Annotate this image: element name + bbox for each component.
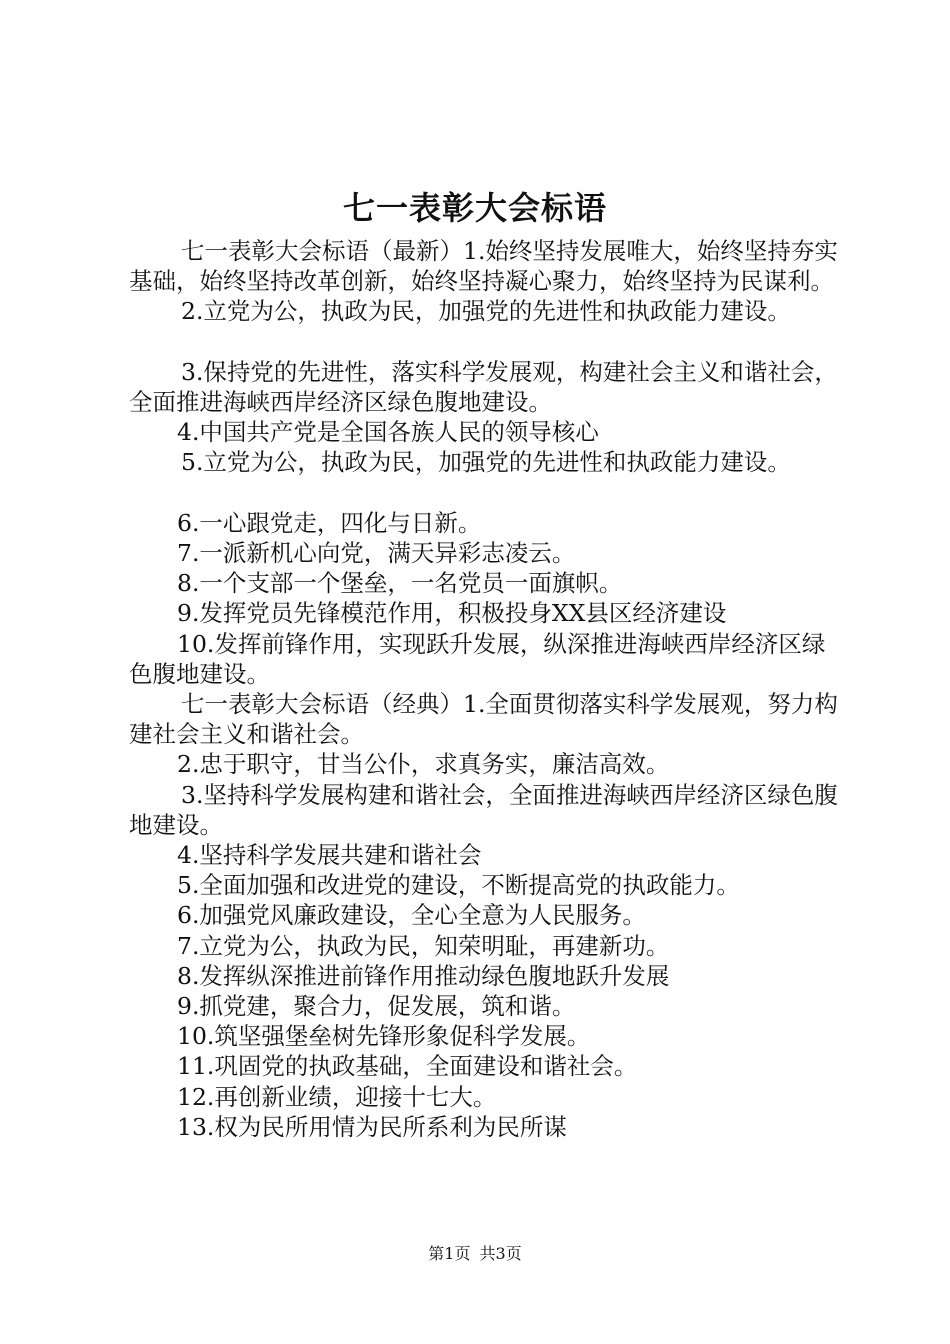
blank-line: [129, 327, 847, 357]
paragraph-3: 3.保持党的先进性，落实科学发展观，构建社会主义和谐社会，全面推进海峡西岸经济区绿色腹地建设。: [129, 357, 838, 416]
paragraph-15: 5.全面加强和改进党的建设，不断提高党的执政能力。: [177, 871, 740, 900]
page-number: 第1页: [428, 1244, 471, 1263]
paragraph-12: 2.忠于职守，甘当公仆，求真务实，廉洁高效。: [177, 750, 670, 779]
document-title: 七一表彰大会标语: [342, 189, 607, 227]
paragraph-13: 3.坚持科学发展构建和谐社会，全面推进海峡西岸经济区绿色腹地建设。: [129, 780, 838, 839]
paragraph-1: 七一表彰大会标语（最新）1.始终坚持发展唯大，始终坚持夯实基础，始终坚持改革创新，始终坚持凝心聚力，始终坚持为民谋利。: [129, 237, 838, 296]
paragraph-16: 6.加强党风廉政建设，全心全意为人民服务。: [177, 901, 646, 930]
paragraph-4: 4.中国共产党是全国各族人民的领导核心: [177, 418, 599, 447]
paragraph-20: 10.筑坚强堡垒树先锋形象促科学发展。: [177, 1022, 591, 1051]
paragraph-6: 6.一心跟党走，四化与日新。: [177, 508, 482, 537]
paragraph-7: 7.一派新机心向党，满天异彩志凌云。: [177, 539, 576, 567]
page-footer: [0, 1243, 950, 1265]
paragraph-10: 10.发挥前锋作用，实现跃升发展，纵深推进海峡西岸经济区绿色腹地建设。: [129, 629, 826, 688]
paragraph-11: 七一表彰大会标语（经典）1.全面贯彻落实科学发展观，努力构建社会主义和谐社会。: [129, 690, 838, 749]
paragraph-23: 13.权为民所用情为民所系利为民所谋: [177, 1112, 567, 1141]
paragraph-17: 7.立党为公，执政为民，知荣明耻，再建新功。: [177, 931, 670, 960]
document-body: [129, 236, 847, 1142]
paragraph-19: 9.抓党建，聚合力，促发展，筑和谐。: [177, 992, 576, 1021]
paragraph-22: 12.再创新业绩，迎接十七大。: [177, 1082, 497, 1111]
paragraph-14: 4.坚持科学发展共建和谐社会: [177, 841, 482, 870]
paragraph-2: 2.立党为公，执政为民，加强党的先进性和执政能力建设。: [181, 297, 791, 326]
paragraph-18: 8.发挥纵深推进前锋作用推动绿色腹地跃升发展: [177, 961, 670, 990]
total-pages: 共3页: [479, 1244, 522, 1263]
blank-line: [129, 478, 847, 508]
paragraph-5: 5.立党为公，执政为民，加强党的先进性和执政能力建设。: [181, 448, 791, 477]
paragraph-8: 8.一个支部一个堡垒，一名党员一面旗帜。: [177, 569, 623, 598]
paragraph-9: 9.发挥党员先锋模范作用，积极投身XX县区经济建设: [177, 599, 727, 628]
paragraph-21: 11.巩固党的执政基础，全面建设和谐社会。: [177, 1052, 638, 1081]
